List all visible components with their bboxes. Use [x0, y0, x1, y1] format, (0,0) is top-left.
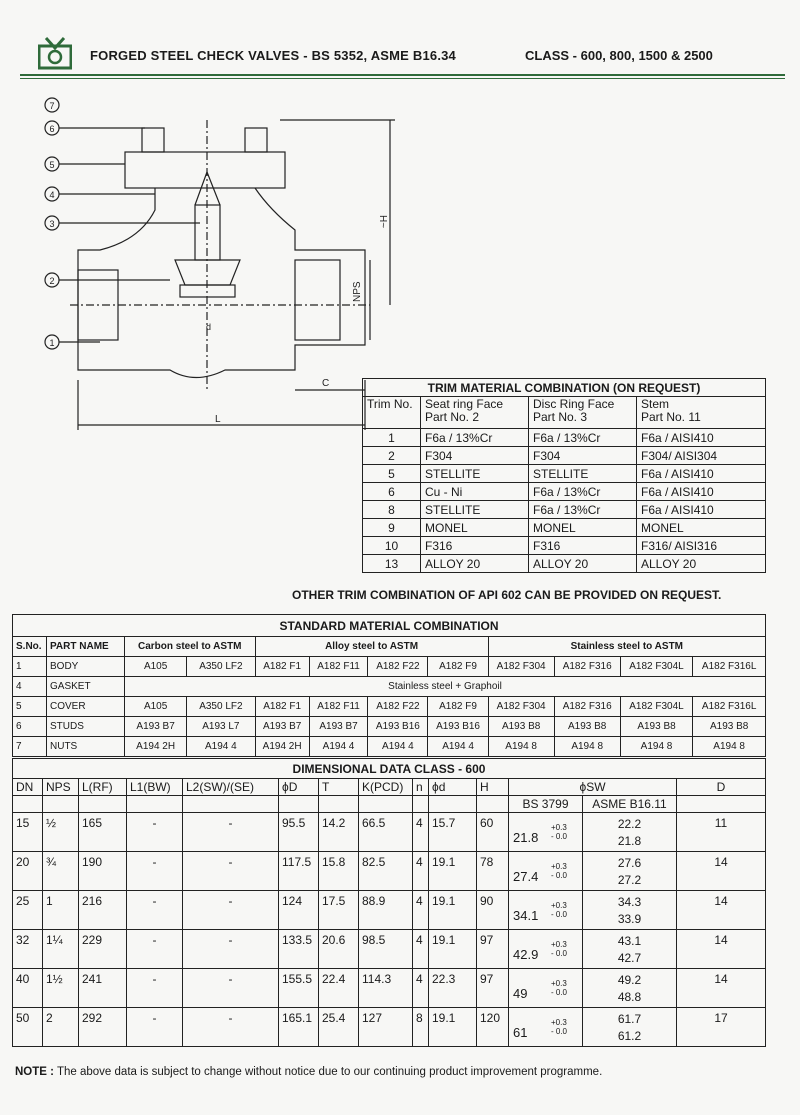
dim-row: 40 1½ 241 - - 155.5 22.4 114.3 4 22.3 97 49 +0.3 - 0.0 49.2 48.8 14: [13, 969, 766, 1008]
standard-material-table: [12, 614, 766, 757]
dim-d-label: d: [206, 322, 212, 332]
bs3799-value: 49: [513, 986, 528, 1001]
dim-row: 15 ½ 165 - - 95.5 14.2 66.5 4 15.7 60 21.8 +0.3 - 0.0 22.2 21.8 11: [13, 813, 766, 852]
trim-header-row: Trim No. Seat ring Face Part No. 2 Disc Ring Face Part No. 3 Stem Part No. 11: [363, 397, 766, 429]
trim-row: 10 F316 F316 F316/ AISI316: [363, 537, 766, 555]
trim-row: 8 STELLITE F6a / 13%Cr F6a / AISI410: [363, 501, 766, 519]
bs3799-value: 21.8: [513, 830, 539, 845]
bs3799-value: 27.4: [513, 869, 539, 884]
callout-6: [45, 121, 59, 135]
callout-4: [45, 187, 59, 201]
svg-text:4: 4: [49, 190, 55, 200]
dim-nps-label: NPS: [352, 281, 363, 302]
dim-c-label: C: [322, 378, 330, 389]
bs3799-value: 61: [513, 1025, 528, 1040]
header-divider-thin: [20, 78, 785, 79]
svg-text:5: 5: [49, 160, 55, 170]
svg-text:3: 3: [49, 219, 55, 229]
std-header-row: S.No. PART NAME Carbon steel to ASTM Alloy steel to ASTM Stainless steel to ASTM: [13, 637, 766, 657]
std-row: 4 GASKET Stainless steel + Graphoil: [13, 677, 766, 697]
trim-row: 2 F304 F304 F304/ AISI304: [363, 447, 766, 465]
svg-text:7: 7: [49, 101, 55, 111]
dimensional-data-table: [12, 758, 766, 1047]
trim-row: 9 MONEL MONEL MONEL: [363, 519, 766, 537]
page-header: [20, 30, 790, 75]
callout-5: [45, 157, 59, 171]
footer-note: NOTE : The above data is subject to change without notice due to our continuing product improvement programme.: [15, 1066, 603, 1078]
trim-row: 1 F6a / 13%Cr F6a / 13%Cr F6a / AISI410: [363, 429, 766, 447]
tolerance: +0.3 - 0.0: [551, 940, 568, 958]
std-table-caption: STANDARD MATERIAL COMBINATION: [13, 615, 766, 637]
callout-1: [45, 335, 59, 349]
tolerance: +0.3 - 0.0: [551, 862, 568, 880]
dim-header-row: DN NPS L(RF) L1(BW) L2(SW)/(SE) ϕD T K(PCD) n ϕd H ϕSW D: [13, 779, 766, 796]
std-row: 1 BODY A105 A350 LF2 A182 F1 A182 F11 A182 F22 A182 F9 A182 F304 A182 F316 A182 F304L A182 F316L: [13, 657, 766, 677]
tolerance: +0.3 - 0.0: [551, 901, 568, 919]
tolerance: +0.3 - 0.0: [551, 979, 568, 997]
valve-section-drawing: [30, 90, 410, 435]
dim-row: 32 1¼ 229 - - 133.5 20.6 98.5 4 19.1 97 42.9 +0.3 - 0.0 43.1 42.7 14: [13, 930, 766, 969]
dim-row: 20 ¾ 190 - - 117.5 15.8 82.5 4 19.1 78 27.4 +0.3 - 0.0 27.6 27.2 14: [13, 852, 766, 891]
company-logo-icon: [38, 36, 72, 70]
trim-row: 6 Cu - Ni F6a / 13%Cr F6a / AISI410: [363, 483, 766, 501]
other-trim-note: OTHER TRIM COMBINATION OF API 602 CAN BE PROVIDED ON REQUEST.: [292, 588, 722, 602]
page-title: FORGED STEEL CHECK VALVES - BS 5352, ASME B16.34: [90, 48, 456, 63]
class-title: CLASS - 600, 800, 1500 & 2500: [525, 48, 713, 63]
std-row: 6 STUDS A193 B7 A193 L7 A193 B7 A193 B7 A193 B16 A193 B16 A193 B8 A193 B8 A193 B8 A193 B8: [13, 717, 766, 737]
callout-3: [45, 216, 59, 230]
header-divider: [20, 74, 785, 76]
dim-table-caption: DIMENSIONAL DATA CLASS - 600: [13, 759, 766, 779]
dim-subheader-row: BS 3799 ASME B16.11: [13, 796, 766, 813]
bs3799-value: 42.9: [513, 947, 539, 962]
trim-table-caption: TRIM MATERIAL COMBINATION (ON REQUEST): [363, 379, 766, 397]
callout-7: [45, 98, 59, 112]
dim-l-label: L: [215, 414, 221, 425]
trim-material-table: [362, 378, 766, 573]
trim-row: 13 ALLOY 20 ALLOY 20 ALLOY 20: [363, 555, 766, 573]
std-row: 7 NUTS A194 2H A194 4 A194 2H A194 4 A194 4 A194 4 A194 8 A194 8 A194 8 A194 8: [13, 737, 766, 757]
tolerance: +0.3 - 0.0: [551, 823, 568, 841]
std-row: 5 COVER A105 A350 LF2 A182 F1 A182 F11 A182 F22 A182 F9 A182 F304 A182 F316 A182 F304L A182 F316L: [13, 697, 766, 717]
dim-row: 25 1 216 - - 124 17.5 88.9 4 19.1 90 34.1 +0.3 - 0.0 34.3 33.9 14: [13, 891, 766, 930]
dim-row: 50 2 292 - - 165.1 25.4 127 8 19.1 120 61 +0.3 - 0.0 61.7 61.2 17: [13, 1008, 766, 1047]
callout-2: [45, 273, 59, 287]
trim-row: 5 STELLITE STELLITE F6a / AISI410: [363, 465, 766, 483]
dim-h-label: H~: [377, 215, 388, 229]
bs3799-value: 34.1: [513, 908, 539, 923]
svg-text:6: 6: [49, 124, 55, 134]
svg-text:2: 2: [49, 276, 55, 286]
tolerance: +0.3 - 0.0: [551, 1018, 568, 1036]
svg-text:1: 1: [49, 338, 55, 348]
